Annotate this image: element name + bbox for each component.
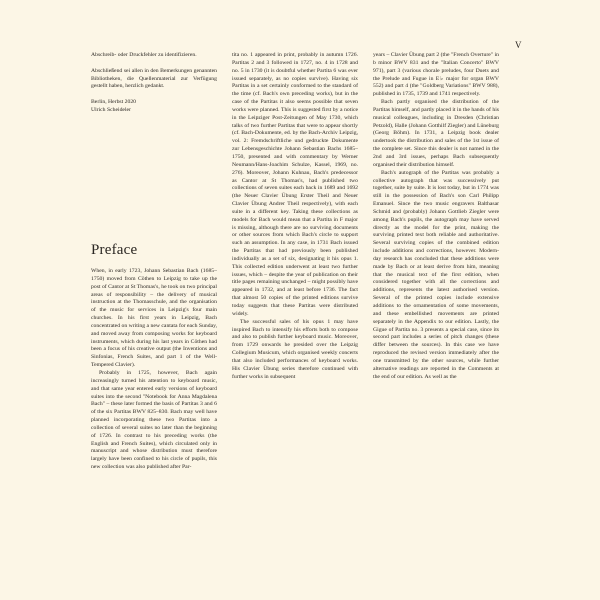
paragraph: Abschreib- oder Druckfehler zu identifizieren.	[91, 52, 197, 58]
column-left-intro	[91, 52, 217, 115]
paragraph: tita no. 1 appeared in print, probably in autumn 1726. Partitas 2 and 3 followed in 1727, no. 4 in 1728 and no. 5 in 1730 (it is doubtful whether Partita 6 was ever issued separately, as no copies survive). Having six Partitas in a set certainly conformed to the standard of the time (cf. Bach's own preceding works), but in the case of the Partitas it also seems possible that seven works were planned. This is suggested first by a notice in the Leipziger Post-Zeitungen of May 1730, which talks of two further Partitas that were to appear shortly (cf. Bach-Dokumente, ed. by the Bach-Archiv Leipzig, vol. 2: Fremdschriftliche und gedruckte Dokumente zur Lebensgeschichte Johann Sebastian Bachs 1685–1750, presented and with commentary by Werner Neumann/Hans-Joachim Schulze, Kassel, 1969, no. 276). Moreover, Johann Kuhnau, Bach's predecessor as Cantor at St Thomas's, had published two collections of seven suites each back in 1689 and 1692 (the Neuer Clavier Übung Erster Theil and Neuer Clavier Übung Andrer Theil respectively), with each suite in a different key. Taking these collections as models for Bach would mean that a Partita in F major is missing, although there are no surviving documents or other sources from which Bach's circle to support such an assumption. In any case, in 1731 Bach issued the Partitas that had previously been published individually as a set of six, designating it his opus 1. This collected edition underwent at least two further issues, which – despite the year of publication on their title pages remaining unchanged – might possibly have appeared in 1732, and at least before 1736. The fact that almost 50 copies of the printed editions survive today suggests that these Partitas were distributed widely.	[232, 52, 358, 317]
column-right	[373, 52, 499, 381]
paragraph: The successful sales of his opus 1 may have inspired Bach to intensify his efforts both to compose and also to publish further keyboard music. Moreover, from 1729 onwards he presided over the Leipzig Collegium Musicum, which organised weekly concerts that also included performances of keyboard works. His Clavier Übung series therefore continued with further works in subsequent	[232, 318, 358, 380]
paragraph: Bach partly organised the distribution of the Partitas himself, and partly placed it in the hands of his musical colleagues, including in Dresden (Christian Petzold), Halle (Johann Gotthilf Ziegler) and Lüneburg (Georg Böhm). In 1731, a Leipzig book dealer undertook the distribution and sales of the 1st issue of the complete set. Since this dealer is not named in the 2nd and 3rd issues, perhaps Bach subsequently organised their distribution himself.	[373, 99, 499, 168]
page-number: V	[515, 40, 522, 50]
paragraph: When, in early 1723, Johann Sebastian Bach (1685–1750) moved from Cöthen to Leipzig to take up the post of Cantor at St Thomas's, he took on two principal areas of responsibility – the delivery of musical instruction at the Thomasschule, and the organisation of the music for services in Leipzig's four main churches. In his first years in Leipzig, Bach concentrated on writing a new cantata for each Sunday, and moved away from composing works for keyboard instruments, which during his last years in Cöthen had been a focus of his creative output (the Inventions and Sinfonias, French Suites, and part 1 of the Well-Tempered Clavier).	[91, 268, 217, 369]
paragraph: Bach's autograph of the Partitas was probably a collective autograph that was successively put together, suite by suite. It is lost today, but in 1774 was still in the possession of Bach's son Carl Philipp Emanuel. Since the two music engravers Balthasar Schmid and (probably) Johann Gottlieb Ziegler were among Bach's pupils, the autograph may have served directly as the model for the print, making the surviving printed text both reliable and authoritative. Several surviving copies of the combined edition include additions and corrections, however. Modern-day research has concluded that these additions were made by Bach or at least derive from him, meaning that the musical text of the first edition, when considered together with all the corrections and additions, represents the latest authorised version. Several of the printed copies include extensive additions to the ornamentation of some movements, and these embellished movements are printed separately in the Appendix to our edition. Lastly, the Gigue of Partita no. 3 presents a special case, since its second part includes a series of pitch changes (these differ between the sources). In this case we have reproduced the revised version immediately after the one transmitted by the other sources, while further alternative readings are reported in the Comments at the end of our edition. As well as the	[373, 169, 499, 380]
column-middle	[232, 52, 358, 381]
paragraph: Abschließend sei allen in den Bemerkungen genannten Bibliotheken, die Quellenmaterial zur Verfügung gestellt haben, herzlich gedankt.	[91, 67, 217, 90]
column-left-main	[91, 268, 217, 472]
paragraph: Probably in 1725, however, Bach again increasingly turned his attention to keyboard music, and that same year entered early versions of keyboard suites into the second "Notebook for Anna Magdalena Bach" – these later formed the basis of Partitas 3 and 6 of the six Partitas BWV 825–830. Bach may well have planned incorporating these two Partitas into a collection of several suites no later than the beginning of 1726. In contrast to his preceding works (the English and French Suites), which circulated only in manuscript and whose distribution must therefore largely have been confined to his circle of pupils, this new collection was also published after Par-	[91, 369, 217, 471]
signature-place: Berlin, Herbst 2020	[91, 99, 137, 106]
section-heading: Preface	[91, 242, 138, 258]
paragraph: years – Clavier Übung part 2 (the "French Overture" in b minor BWV 831 and the "Italian Concerto" BWV 971), part 3 (various chorale preludes, four Duets and the Prelude and Fugue in E♭ major for organ BWV 552) and part 4 (the "Goldberg Variations" BWV 988), published in 1735, 1739 and 1741 respectively.	[373, 52, 499, 98]
signature-name: Ulrich Scheideler	[91, 106, 131, 113]
